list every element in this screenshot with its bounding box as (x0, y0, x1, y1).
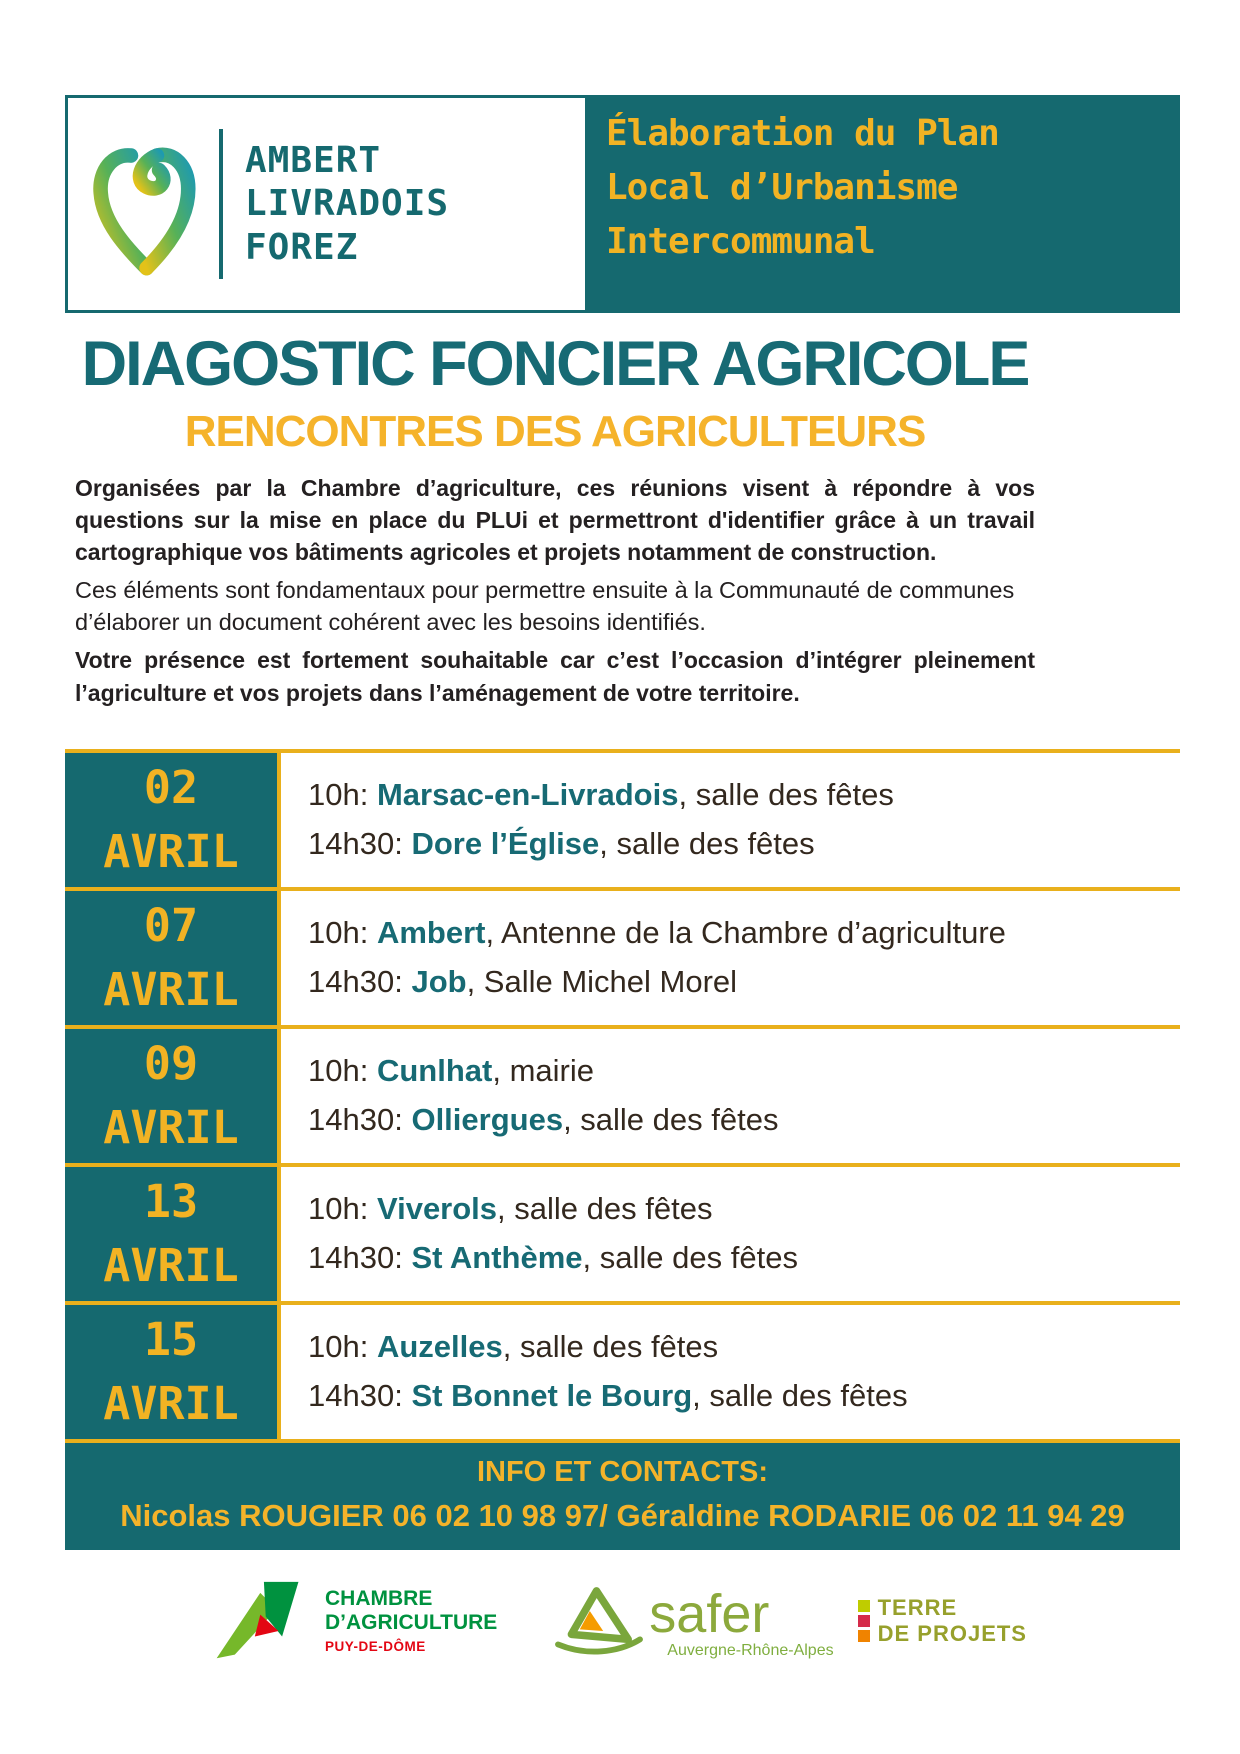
date-day: 07 (143, 898, 199, 952)
terre-text (878, 1595, 1027, 1646)
slot-line (308, 1323, 1180, 1372)
slot-line (308, 820, 1180, 869)
place-detail: , salle des fêtes (678, 776, 894, 812)
place-detail: , salle des fêtes (599, 825, 815, 861)
date-day: 02 (143, 760, 199, 814)
time-label: 10h: (308, 914, 369, 950)
alf-logo-line2: LIVRADOIS (245, 183, 450, 225)
place-detail: , salle des fêtes (502, 1328, 719, 1364)
terre-line2: DE PROJETS (877, 1620, 1027, 1646)
time-label: 10h: (308, 1328, 369, 1364)
terre-line1: TERRE (877, 1595, 958, 1621)
chambre-agriculture-text (325, 1587, 497, 1654)
time-label: 10h: (308, 1190, 369, 1226)
slot-line (308, 1096, 1180, 1145)
chambre-agriculture-mark-icon (213, 1580, 313, 1662)
place-name: Olliergues (411, 1101, 564, 1137)
slot-line (308, 1047, 1180, 1096)
banner-line1: Élaboration du Plan (606, 113, 999, 154)
alf-logo-box (65, 95, 588, 313)
slot-list (281, 753, 1180, 887)
time-label: 14h30: (308, 1239, 403, 1275)
date-day: 13 (143, 1174, 199, 1228)
time-label: 14h30: (308, 825, 403, 861)
intro-paragraph-1: Organisées par la Chambre d’agriculture, ces réunions visent à répondre à vos questions sur la mise en place du PLUi et permettront d'identifier grâce à un travail cartographique vos bâtiments agricoles et projets notamment de construction. (75, 475, 1035, 566)
chambre-agriculture-logo (213, 1580, 497, 1662)
slot-line (308, 1185, 1180, 1234)
partner-logos (0, 1580, 1240, 1662)
time-label: 14h30: (308, 963, 403, 999)
place-name: St Anthème (411, 1239, 583, 1275)
logo-divider (219, 129, 223, 279)
date-cell (65, 891, 281, 1025)
safer-text (649, 1583, 834, 1660)
place-detail: , salle des fêtes (563, 1101, 779, 1137)
alf-logo-line1: AMBERT (245, 140, 382, 182)
schedule-row-09-avril (65, 1029, 1180, 1167)
time-label: 10h: (308, 776, 369, 812)
intro-text (75, 472, 1035, 709)
date-day: 09 (143, 1036, 199, 1090)
date-cell (65, 753, 281, 887)
schedule-table (65, 749, 1180, 1443)
page-subtitle: RENCONTRES DES AGRICULTEURS (184, 407, 926, 456)
place-detail: , Antenne de la Chambre d’agriculture (485, 914, 1006, 950)
contacts-line: Nicolas ROUGIER 06 02 10 98 97/ Géraldine RODARIE 06 02 11 94 29 (120, 1497, 1125, 1533)
place-name: Job (411, 963, 467, 999)
safer-name: safer (649, 1583, 770, 1644)
place-name: Viverols (376, 1190, 498, 1226)
slot-line (308, 771, 1180, 820)
date-month: AVRIL (103, 1238, 239, 1292)
slot-line (308, 909, 1180, 958)
date-cell (65, 1167, 281, 1301)
slot-list (281, 891, 1180, 1025)
chambre-dept: PUY-DE-DÔME (325, 1638, 426, 1654)
contacts-bar (65, 1443, 1180, 1550)
alf-logo-line3: FOREZ (245, 226, 359, 268)
header (65, 95, 1180, 313)
schedule-row-02-avril (65, 753, 1180, 891)
date-month: AVRIL (103, 1100, 239, 1154)
time-label: 14h30: (308, 1101, 403, 1137)
safer-terre-group (553, 1582, 1027, 1660)
schedule-row-13-avril (65, 1167, 1180, 1305)
slot-list (281, 1305, 1180, 1439)
schedule-row-07-avril (65, 891, 1180, 1029)
slot-list (281, 1029, 1180, 1163)
place-name: St Bonnet le Bourg (411, 1377, 693, 1413)
content-column (75, 328, 1035, 709)
time-label: 14h30: (308, 1377, 403, 1413)
place-name: Dore l’Église (411, 825, 600, 861)
safer-region: Auvergne-Rhône-Alpes (667, 1641, 834, 1659)
alf-heart-logo-icon (82, 122, 207, 287)
slot-line (308, 1372, 1180, 1421)
place-detail: , salle des fêtes (497, 1190, 713, 1226)
date-cell (65, 1029, 281, 1163)
safer-logo (553, 1582, 833, 1660)
place-detail: , mairie (492, 1052, 594, 1088)
page-title: DIAGOSTIC FONCIER AGRICOLE (81, 329, 1029, 399)
place-name: Cunlhat (376, 1052, 493, 1088)
slot-list (281, 1167, 1180, 1301)
chambre-line2: D’AGRICULTURE (325, 1611, 498, 1635)
place-name: Auzelles (376, 1328, 503, 1364)
terre-squares-icon (858, 1600, 870, 1642)
date-month: AVRIL (103, 1376, 239, 1430)
date-cell (65, 1305, 281, 1439)
alf-logo-text (245, 139, 449, 269)
place-detail: , salle des fêtes (692, 1377, 908, 1413)
banner-line2: Local d’Urbanisme (606, 167, 958, 208)
place-detail: , salle des fêtes (582, 1239, 798, 1275)
place-detail: , Salle Michel Morel (466, 963, 738, 999)
terre-de-projets-logo (858, 1595, 1027, 1646)
safer-mark-icon (553, 1582, 645, 1660)
place-name: Ambert (376, 914, 486, 950)
place-name: Marsac-en-Livradois (376, 776, 679, 812)
slot-line (308, 958, 1180, 1007)
date-month: AVRIL (103, 824, 239, 878)
contacts-title: INFO ET CONTACTS: (476, 1455, 769, 1488)
intro-paragraph-3: Votre présence est fortement souhaitable car c’est l’occasion d’intégrer pleinement l’agriculture et vos projets dans l’aménagement de votre territoire. (75, 647, 1035, 706)
plu-banner (588, 95, 1180, 313)
schedule-row-15-avril (65, 1305, 1180, 1443)
chambre-line1: CHAMBRE (325, 1587, 433, 1611)
date-month: AVRIL (103, 962, 239, 1016)
intro-paragraph-2: Ces éléments sont fondamentaux pour permettre ensuite à la Communauté de communes d’élaborer un document cohérent avec les besoins identifiés. (75, 576, 1015, 636)
time-label: 10h: (308, 1052, 369, 1088)
date-day: 15 (143, 1312, 199, 1366)
banner-line3: Intercommunal (606, 221, 875, 262)
slot-line (308, 1234, 1180, 1283)
